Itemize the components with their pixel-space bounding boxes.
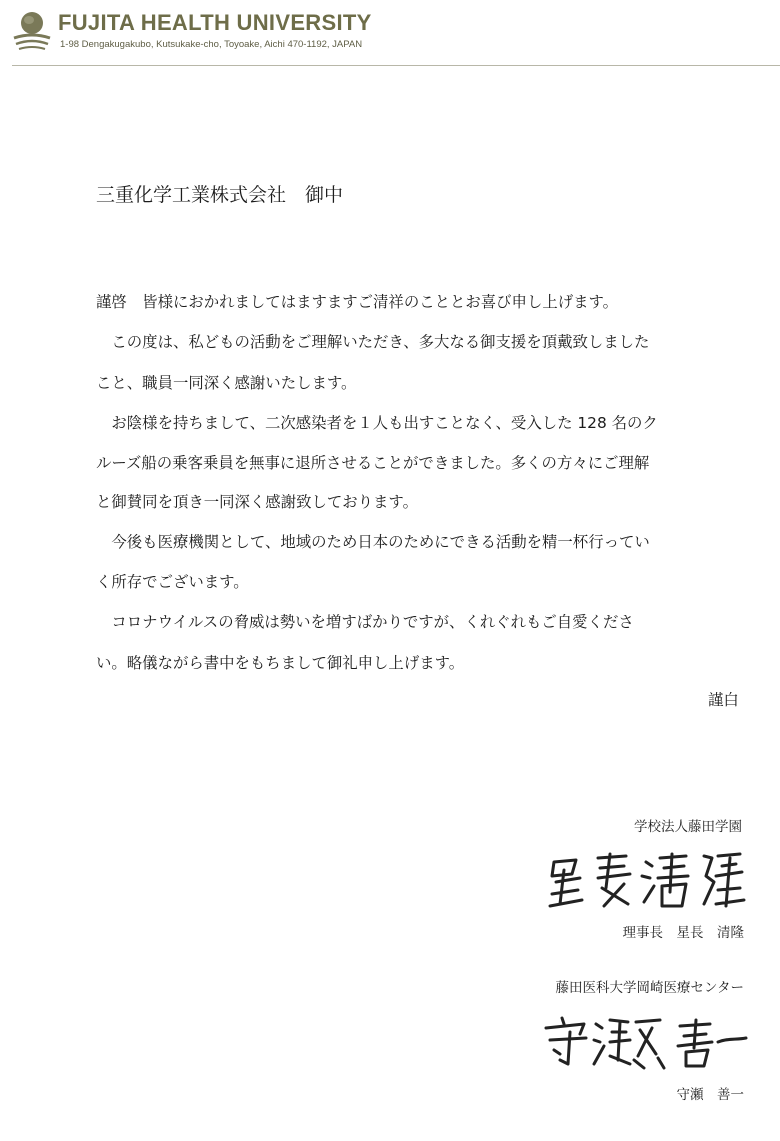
letterhead (12, 8, 772, 68)
body-line: と御賛同を頂き一同深く感謝致しております。 (96, 493, 418, 511)
body-line: い。略儀ながら書中をもちまして御礼申し上げます。 (96, 654, 465, 672)
university-address: 1-98 Dengakugakubo, Kutsukake-cho, Toyoake, Aichi 470-1192, JAPAN (60, 39, 363, 50)
body-line: コロナウイルスの脅威は勢いを増すばかりですが、くれぐれもご自愛くださ (96, 613, 634, 631)
handwritten-signature (540, 1012, 750, 1072)
body-line: お陰様を持ちまして、二次感染者を１人も出すことなく、受入した 128 名のク (96, 414, 658, 432)
letterhead-divider (12, 65, 780, 66)
signatory-organization: 学校法人藤田学園 (634, 819, 742, 835)
signatory-title-name: 理事長 星長 清隆 (622, 925, 744, 941)
handwritten-signature (546, 848, 746, 910)
closing-phrase: 謹白 (708, 691, 739, 709)
body-line: 謹啓 皆様におかれましてはますますご清祥のこととお喜び申し上げます。 (96, 293, 619, 311)
signatory-name: 守瀬 善一 (676, 1087, 744, 1103)
addressee: 三重化学工業株式会社 御中 (96, 184, 344, 206)
body-line: こと、職員一同深く感謝いたします。 (96, 374, 357, 392)
body-line: この度は、私どもの活動をご理解いただき、多大なる御支援を頂戴致しました (96, 333, 650, 351)
university-name: FUJITA HEALTH UNIVERSITY (58, 10, 372, 35)
body-line: ルーズ船の乗客乗員を無事に退所させることができました。多くの方々にご理解 (96, 454, 650, 472)
globe-wave-logo-icon (12, 10, 52, 54)
body-line: く所存でございます。 (96, 573, 249, 591)
body-line: 今後も医療機関として、地域のため日本のためにできる活動を精一杯行ってい (96, 533, 650, 551)
signatory-organization: 藤田医科大学岡崎医療センター (555, 980, 744, 996)
